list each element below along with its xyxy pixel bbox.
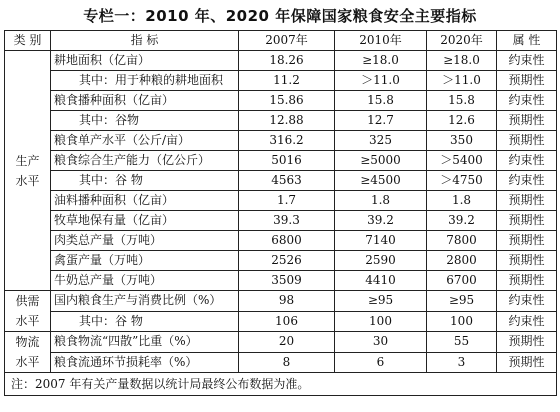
category-cell: 物流 水平 xyxy=(5,332,51,373)
value-2010-cell: 30 xyxy=(335,332,427,353)
value-2010-cell: 1.8 xyxy=(335,191,427,211)
value-2010-cell: 12.7 xyxy=(335,111,427,131)
value-2020-cell: 7800 xyxy=(427,231,497,251)
table-row xyxy=(5,271,557,291)
value-2020-cell: 2800 xyxy=(427,251,497,271)
indicator-cell: 油料播种面积（亿亩） xyxy=(51,191,239,211)
category-cell: 供需 水平 xyxy=(5,291,51,332)
attribute-cell: 约束性 xyxy=(497,311,557,332)
value-2020-cell: 100 xyxy=(427,311,497,332)
attribute-cell: 预期性 xyxy=(497,231,557,251)
indicator-cell: 粮食单产水平（公斤/亩） xyxy=(51,131,239,151)
value-2010-cell: 7140 xyxy=(335,231,427,251)
table-row xyxy=(5,311,557,332)
table-row xyxy=(5,151,557,171)
value-2010-cell: 15.8 xyxy=(335,91,427,111)
attribute-cell: 预期性 xyxy=(497,332,557,353)
indicator-cell: 其中：谷 物 xyxy=(51,311,239,332)
attribute-cell: 约束性 xyxy=(497,91,557,111)
indicator-cell: 粮食物流“四散”比重（%） xyxy=(51,332,239,353)
indicator-cell: 肉类总产量（万吨） xyxy=(51,231,239,251)
table-row xyxy=(5,71,557,91)
indicator-cell: 粮食播种面积（亿亩） xyxy=(51,91,239,111)
value-2010-cell: ≥4500 xyxy=(335,171,427,191)
value-2020-cell: 350 xyxy=(427,131,497,151)
value-2007-cell: 98 xyxy=(239,291,335,312)
attribute-cell: 预期性 xyxy=(497,111,557,131)
table-row xyxy=(5,231,557,251)
attribute-cell: 预期性 xyxy=(497,251,557,271)
table-row xyxy=(5,171,557,191)
table-row xyxy=(5,291,557,312)
header-indicator: 指 标 xyxy=(51,31,239,51)
value-2020-cell: 12.6 xyxy=(427,111,497,131)
note-row xyxy=(5,373,557,396)
value-2020-cell: 6700 xyxy=(427,271,497,291)
attribute-cell: 预期性 xyxy=(497,71,557,91)
value-2020-cell: ≥18.0 xyxy=(427,51,497,71)
table-row xyxy=(5,211,557,231)
attribute-cell: 约束性 xyxy=(497,51,557,71)
footnote: 注：2007 年有关产量数据以统计局最终公布数据为准。 xyxy=(5,373,557,396)
table-title: 专栏一：2010 年、2020 年保障国家粮食安全主要指标 xyxy=(83,7,477,25)
value-2020-cell: 39.2 xyxy=(427,211,497,231)
value-2010-cell: ≥95 xyxy=(335,291,427,312)
value-2007-cell: 6800 xyxy=(239,231,335,251)
header-2010: 2010年 xyxy=(335,31,427,51)
indicator-cell: 耕地面积（亿亩） xyxy=(51,51,239,71)
category-cell: 生产 水平 xyxy=(5,51,51,291)
value-2007-cell: 2526 xyxy=(239,251,335,271)
value-2010-cell: 4410 xyxy=(335,271,427,291)
value-2007-cell: 1.7 xyxy=(239,191,335,211)
value-2007-cell: 20 xyxy=(239,332,335,353)
value-2020-cell: 1.8 xyxy=(427,191,497,211)
value-2020-cell: ＞11.0 xyxy=(427,71,497,91)
value-2010-cell: ≥18.0 xyxy=(335,51,427,71)
indicator-cell: 其中：谷 物 xyxy=(51,171,239,191)
header-category: 类 别 xyxy=(5,31,51,51)
value-2007-cell: 39.3 xyxy=(239,211,335,231)
value-2020-cell: 15.8 xyxy=(427,91,497,111)
attribute-cell: 预期性 xyxy=(497,211,557,231)
value-2010-cell: ＞11.0 xyxy=(335,71,427,91)
attribute-cell: 预期性 xyxy=(497,271,557,291)
attribute-cell: 预期性 xyxy=(497,352,557,373)
header-2007: 2007年 xyxy=(239,31,335,51)
indicator-cell: 禽蛋产量（万吨） xyxy=(51,251,239,271)
header-attribute: 属 性 xyxy=(497,31,557,51)
table-row xyxy=(5,191,557,211)
attribute-cell: 预期性 xyxy=(497,131,557,151)
value-2007-cell: 106 xyxy=(239,311,335,332)
value-2010-cell: 325 xyxy=(335,131,427,151)
value-2007-cell: 5016 xyxy=(239,151,335,171)
value-2010-cell: 39.2 xyxy=(335,211,427,231)
table-row xyxy=(5,51,557,71)
indicator-cell: 粮食流通环节损耗率（%） xyxy=(51,352,239,373)
table-row xyxy=(5,131,557,151)
header-2020: 2020年 xyxy=(427,31,497,51)
value-2007-cell: 3509 xyxy=(239,271,335,291)
value-2007-cell: 4563 xyxy=(239,171,335,191)
value-2007-cell: 8 xyxy=(239,352,335,373)
value-2010-cell: ≥5000 xyxy=(335,151,427,171)
value-2007-cell: 18.26 xyxy=(239,51,335,71)
indicator-cell: 其中：谷物 xyxy=(51,111,239,131)
value-2010-cell: 2590 xyxy=(335,251,427,271)
value-2007-cell: 15.86 xyxy=(239,91,335,111)
value-2010-cell: 100 xyxy=(335,311,427,332)
attribute-cell: 约束性 xyxy=(497,291,557,312)
value-2007-cell: 316.2 xyxy=(239,131,335,151)
table-row xyxy=(5,352,557,373)
attribute-cell: 约束性 xyxy=(497,171,557,191)
table-row xyxy=(5,111,557,131)
indicator-cell: 国内粮食生产与消费比例（%） xyxy=(51,291,239,312)
attribute-cell: 约束性 xyxy=(497,151,557,171)
value-2010-cell: 6 xyxy=(335,352,427,373)
value-2020-cell: ＞5400 xyxy=(427,151,497,171)
indicator-cell: 牛奶总产量（万吨） xyxy=(51,271,239,291)
indicator-cell: 粮食综合生产能力（亿公斤） xyxy=(51,151,239,171)
attribute-cell: 预期性 xyxy=(497,191,557,211)
indicator-cell: 其中：用于种粮的耕地面积 xyxy=(51,71,239,91)
table-row xyxy=(5,251,557,271)
value-2020-cell: ≥95 xyxy=(427,291,497,312)
header-row xyxy=(5,31,557,51)
table-row xyxy=(5,91,557,111)
value-2020-cell: ＞4750 xyxy=(427,171,497,191)
value-2007-cell: 12.88 xyxy=(239,111,335,131)
value-2020-cell: 3 xyxy=(427,352,497,373)
indicator-table xyxy=(4,30,557,396)
value-2007-cell: 11.2 xyxy=(239,71,335,91)
table-row xyxy=(5,332,557,353)
indicator-cell: 牧草地保有量（亿亩） xyxy=(51,211,239,231)
value-2020-cell: 55 xyxy=(427,332,497,353)
